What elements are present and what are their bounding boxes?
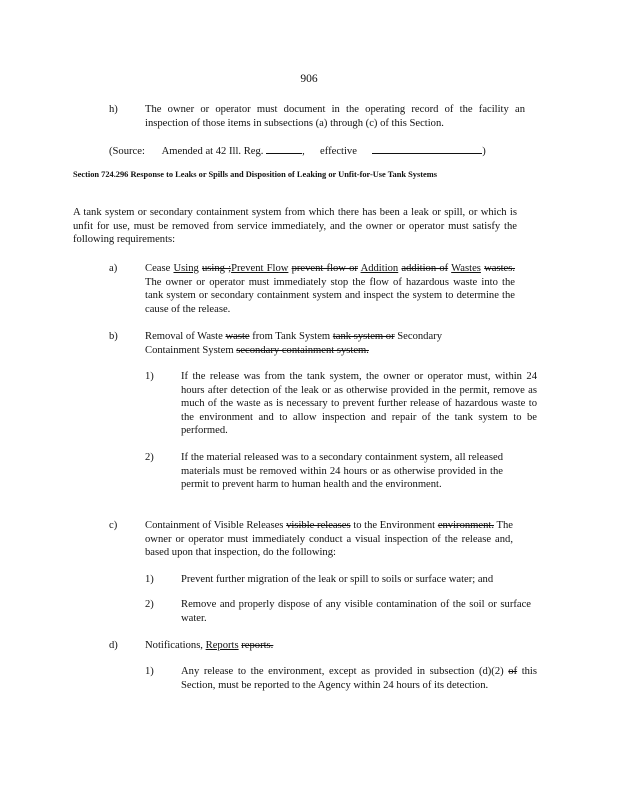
item-b1-label: 1)	[145, 371, 154, 382]
item-d1-label: 1)	[145, 666, 154, 677]
item-c-mid: to the Environment	[353, 520, 436, 531]
item-a-body: The owner or operator must immediately stop the flow of hazardous waste into the tank system or secondary containment system and inspect the system to determine the cause of the release.	[145, 276, 515, 315]
item-a-pre: Cease	[145, 263, 171, 274]
item-b2-text: If the material released was to a secondary containment system, all released materials must be removed within 24 hours or as otherwise provided in the permit to prevent harm to human health and the environment.	[181, 452, 503, 491]
item-d1-delete-of: of	[508, 666, 518, 677]
item-a-insert-using: Using	[173, 263, 199, 274]
source-effective: effective	[320, 146, 357, 157]
item-d1-pre: Any release to the environment, except as provided in subsection (d)(2)	[181, 666, 504, 677]
item-d1-text	[181, 665, 537, 692]
item-b1-text: If the release was from the tank system, the owner or operator must, within 24 hours after detection of the leak or as otherwise provided in the permit, remove as much of the waste as is necessary to prevent further release of hazardous waste to the environment and to allow inspection and repair of the tank system to be performed.	[181, 371, 537, 437]
item-c-delete-environment: environment.	[437, 520, 495, 531]
intro-paragraph: A tank system or secondary containment system from which there has been a leak or spill, or which is unfit for use, must be removed from service immediately, and the owner or operator must satisfy the following requirements:	[73, 207, 517, 246]
item-b-post: Secondary Containment System	[145, 331, 442, 356]
item-d-label: d)	[109, 640, 118, 651]
item-c-delete-visible: visible releases	[286, 520, 351, 531]
item-b-delete-waste: waste	[225, 331, 250, 342]
item-c1-label: 1)	[145, 574, 154, 585]
source-note	[109, 143, 529, 159]
item-h-label: h)	[109, 104, 118, 115]
item-d-insert-reports: Reports	[205, 640, 239, 651]
item-b-delete-secondary: secondary containment system.	[236, 344, 369, 356]
section-title: Response to Leaks or Spills and Disposition of Leaking or Unfit-for-Use Tank Systems	[130, 170, 437, 179]
item-b2-label: 2)	[145, 452, 154, 463]
page-number: 906	[300, 73, 318, 85]
source-amended: Amended at 42 Ill. Reg.	[161, 146, 264, 157]
item-b-delete-tank-system: tank system or	[332, 331, 395, 342]
item-c2-text: Remove and properly dispose of any visible contamination of the soil or surface water.	[181, 599, 531, 624]
item-h-text: The owner or operator must document in the operating record of the facility an inspection of those items in subsections (a) through (c) of this Section.	[145, 104, 525, 129]
item-c-label: c)	[109, 520, 118, 531]
item-b-pre: Removal of Waste	[145, 331, 223, 342]
item-a-insert-addition: Addition	[360, 263, 399, 274]
item-a-delete-addition: addition of	[401, 263, 449, 274]
item-c-body: The owner or operator must immediately conduct a visual inspection of the release and, based upon that inspection, do the following:	[145, 520, 513, 559]
section-number: Section 724.296	[73, 170, 129, 179]
item-c-text	[145, 519, 513, 560]
item-a-text	[145, 262, 515, 316]
item-a-delete-using: using ;	[201, 263, 232, 274]
source-prefix: (Source:	[109, 146, 145, 157]
source-comma: ,	[302, 146, 305, 157]
section-heading	[73, 169, 523, 180]
item-a-delete-prevent-flow: prevent flow or	[291, 263, 358, 274]
item-d-pre: Notifications,	[145, 640, 203, 651]
item-c2-label: 2)	[145, 599, 154, 610]
item-b-label: b)	[109, 331, 118, 342]
register-blank	[266, 143, 302, 154]
item-c1-text: Prevent further migration of the leak or spill to soils or surface water; and	[181, 574, 494, 585]
item-b-mid: from Tank System	[252, 331, 331, 342]
item-a-insert-prevent-flow: Prevent Flow	[231, 263, 289, 274]
item-d-heading	[145, 639, 485, 653]
item-a-label: a)	[109, 263, 118, 274]
effective-date-blank	[372, 143, 482, 154]
item-d1-post: this Section, must be reported to the Agency within 24 hours of its detection.	[181, 666, 537, 691]
item-a-delete-wastes: wastes.	[484, 263, 515, 274]
item-a-insert-wastes: Wastes	[451, 263, 481, 274]
source-close: )	[482, 146, 486, 157]
item-d-delete-reports: reports.	[241, 640, 274, 651]
item-c-pre: Containment of Visible Releases	[145, 520, 284, 531]
item-b-heading	[145, 330, 485, 357]
